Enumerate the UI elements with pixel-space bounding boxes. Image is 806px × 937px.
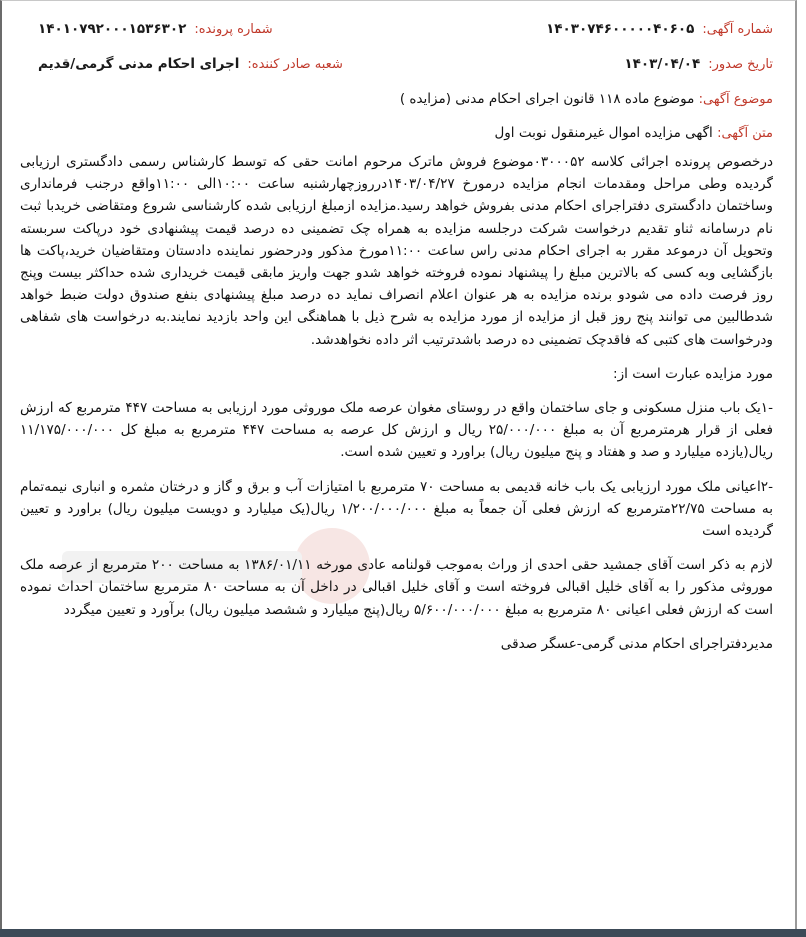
meta-row-1 bbox=[20, 21, 773, 37]
notice-text-row bbox=[20, 125, 773, 141]
body-paragraph-note: لازم به ذکر است آقای جمشید حقی احدی از وراث به‌موجب قولنامه عادی مورخه ۱۳۸۶/۰۱/۱۱ به مساحت ۲۰۰ مترمربع از عرصه ملک موروثی مذکور را به آقای خلیل اقبالی فروخته است و آقای خلیل اقبالی در داخل آن به مساحت ۸۰ مترمربع ساختمان احداث نموده است که ارزش فعلی اعیانی ۸۰ مترمربع به مبلغ ۵/۶۰۰/۰۰۰/۰۰۰ ریال(پنج میلیارد و ششصد میلیون ریال) برآورد و تعیین میگردد bbox=[20, 557, 773, 618]
body-paragraph-item-1: -۱یک باب منزل مسکونی و جای ساختمان واقع در روستای مغوان عرصه ملک موروثی مورد ارزیابی به مساحت ۴۴۷ مترمربع که ارزش فعلی از قرار هرمترمربع آن به مبلغ ۲۵/۰۰۰/۰۰۰ ریال و ارزش کل عرصه به مساحت ۴۴۷ مترمربع به مبلغ کل ۱۱/۱۷۵/۰۰۰/۰۰۰ ریال(یازده میلیارد و صد و هفتاد و پنج میلیون ریال) براورد و تعیین شده است. bbox=[20, 400, 773, 461]
right-edge bbox=[797, 0, 806, 937]
issuing-branch-label: شعبه صادر کننده: bbox=[247, 57, 343, 72]
subject-value: موضوع ماده ۱۱۸ قانون اجرای احکام مدنی (مزایده ) bbox=[399, 91, 695, 107]
issuing-branch-field bbox=[38, 56, 343, 72]
body-paragraph-intro: درخصوص پرونده اجرائی کلاسه ۰۳۰۰۰۵۲موضوع فروش ماترک مرحوم امانت حقی که توسط کارشناس رسمی دادگستری ارزیابی گردیده وطی مراحل ومقدمات انجام مزایده درمورخ ۱۴۰۳/۰۴/۲۷درروزچهارشنبه ساعت ۱۰:۰۰الی ۱۱:۰۰واقع درجنب فرمانداری وساختمان دادگستری دفتراجرای احکام مدنی بفروش خواهد رسید.مزایده ازمبلغ ارزیابی شده کارشناسی شروع ومتقاضی خریدبا ثبت نام درسامانه ثناو تقدیم درخواست شرکت درجلسه مزایده به همراه چک تضمینی ده درصد قیمت پیشنهادی خود درپاکت سربسته وتحویل آن درموعد مقرر به اجرای احکام مدنی راس ساعت ۱۱:۰۰مورخ مذکور ودرحضور نماینده دادستان ومتقاضیان خرید،پاکت ها بازگشایی وبه کسی که بالاترین مبلغ را پیشنهاد نموده فروخته خواهد شدو جهت واریز مابقی قیمت خریداری شده حداکثر بیست وپنج روز فرصت داده می شودو برنده مزایده به هر عنوان اعلام انصراف نماید ده درصد مبلغ پیشنهادی بنفع صندوق دولت ضبط خواهد شدطالبین می توانند پنج روز قبل از مزایده از مورد مزایده به شرح ذیل با هماهنگی این واحد بازدید نمایند.به درخواست های شفاهی ودرخواست های کتبی که فاقدچک تضمینی ده درصد باشدترتیب اثر داده نخواهدشد. bbox=[20, 154, 774, 348]
notice-number-field bbox=[546, 21, 773, 37]
bottom-bar bbox=[0, 929, 806, 937]
body-paragraph-item-2: -۲اعیانی ملک مورد ارزیابی یک باب خانه قدیمی به مساحت ۷۰ مترمربع با امتیازات آب و برق و گاز و درختان مثمره و انباری نیمه‌تمام به مساحت ۲۲/۷۵مترمربع که ارزش فعلی آن جمعاً به مبلغ ۱/۲۰۰/۰۰۰/۰۰۰ ریال(یک میلیارد و دویست میلیون ریال) براورد و تعیین گردیده است bbox=[20, 478, 774, 540]
notice-number: ۱۴۰۳۰۷۴۶۰۰۰۰۰۴۰۶۰۵ bbox=[546, 21, 695, 37]
body-signature: مدیردفتراجرای احکام مدنی گرمی-عسگر صدقی bbox=[500, 635, 773, 652]
subject-row bbox=[20, 91, 773, 107]
subject-label: موضوع آگهی: bbox=[698, 92, 773, 107]
meta-row-2 bbox=[20, 56, 773, 72]
notice-number-label: شماره آگهی: bbox=[702, 22, 773, 37]
issue-date-label: تاریخ صدور: bbox=[708, 57, 773, 72]
issue-date: ۱۴۰۳/۰۴/۰۴ bbox=[624, 56, 701, 72]
notice-text-value: اگهی مزایده اموال غیرمنقول نوبت اول bbox=[494, 125, 713, 141]
notice-page bbox=[20, 21, 773, 667]
case-number-label: شماره پرونده: bbox=[194, 22, 273, 37]
issuing-branch: اجرای احکام مدنی گرمی/قدیم bbox=[38, 56, 240, 72]
notice-text-label: متن آگهی: bbox=[717, 126, 773, 141]
case-number: ۱۴۰۱۰۷۹۲۰۰۰۱۵۳۶۳۰۲ bbox=[38, 21, 187, 37]
issue-date-field bbox=[624, 56, 773, 72]
notice-body bbox=[20, 151, 773, 655]
case-number-field bbox=[38, 21, 273, 37]
body-paragraph-items-heading: مورد مزایده عبارت است از: bbox=[613, 365, 773, 382]
